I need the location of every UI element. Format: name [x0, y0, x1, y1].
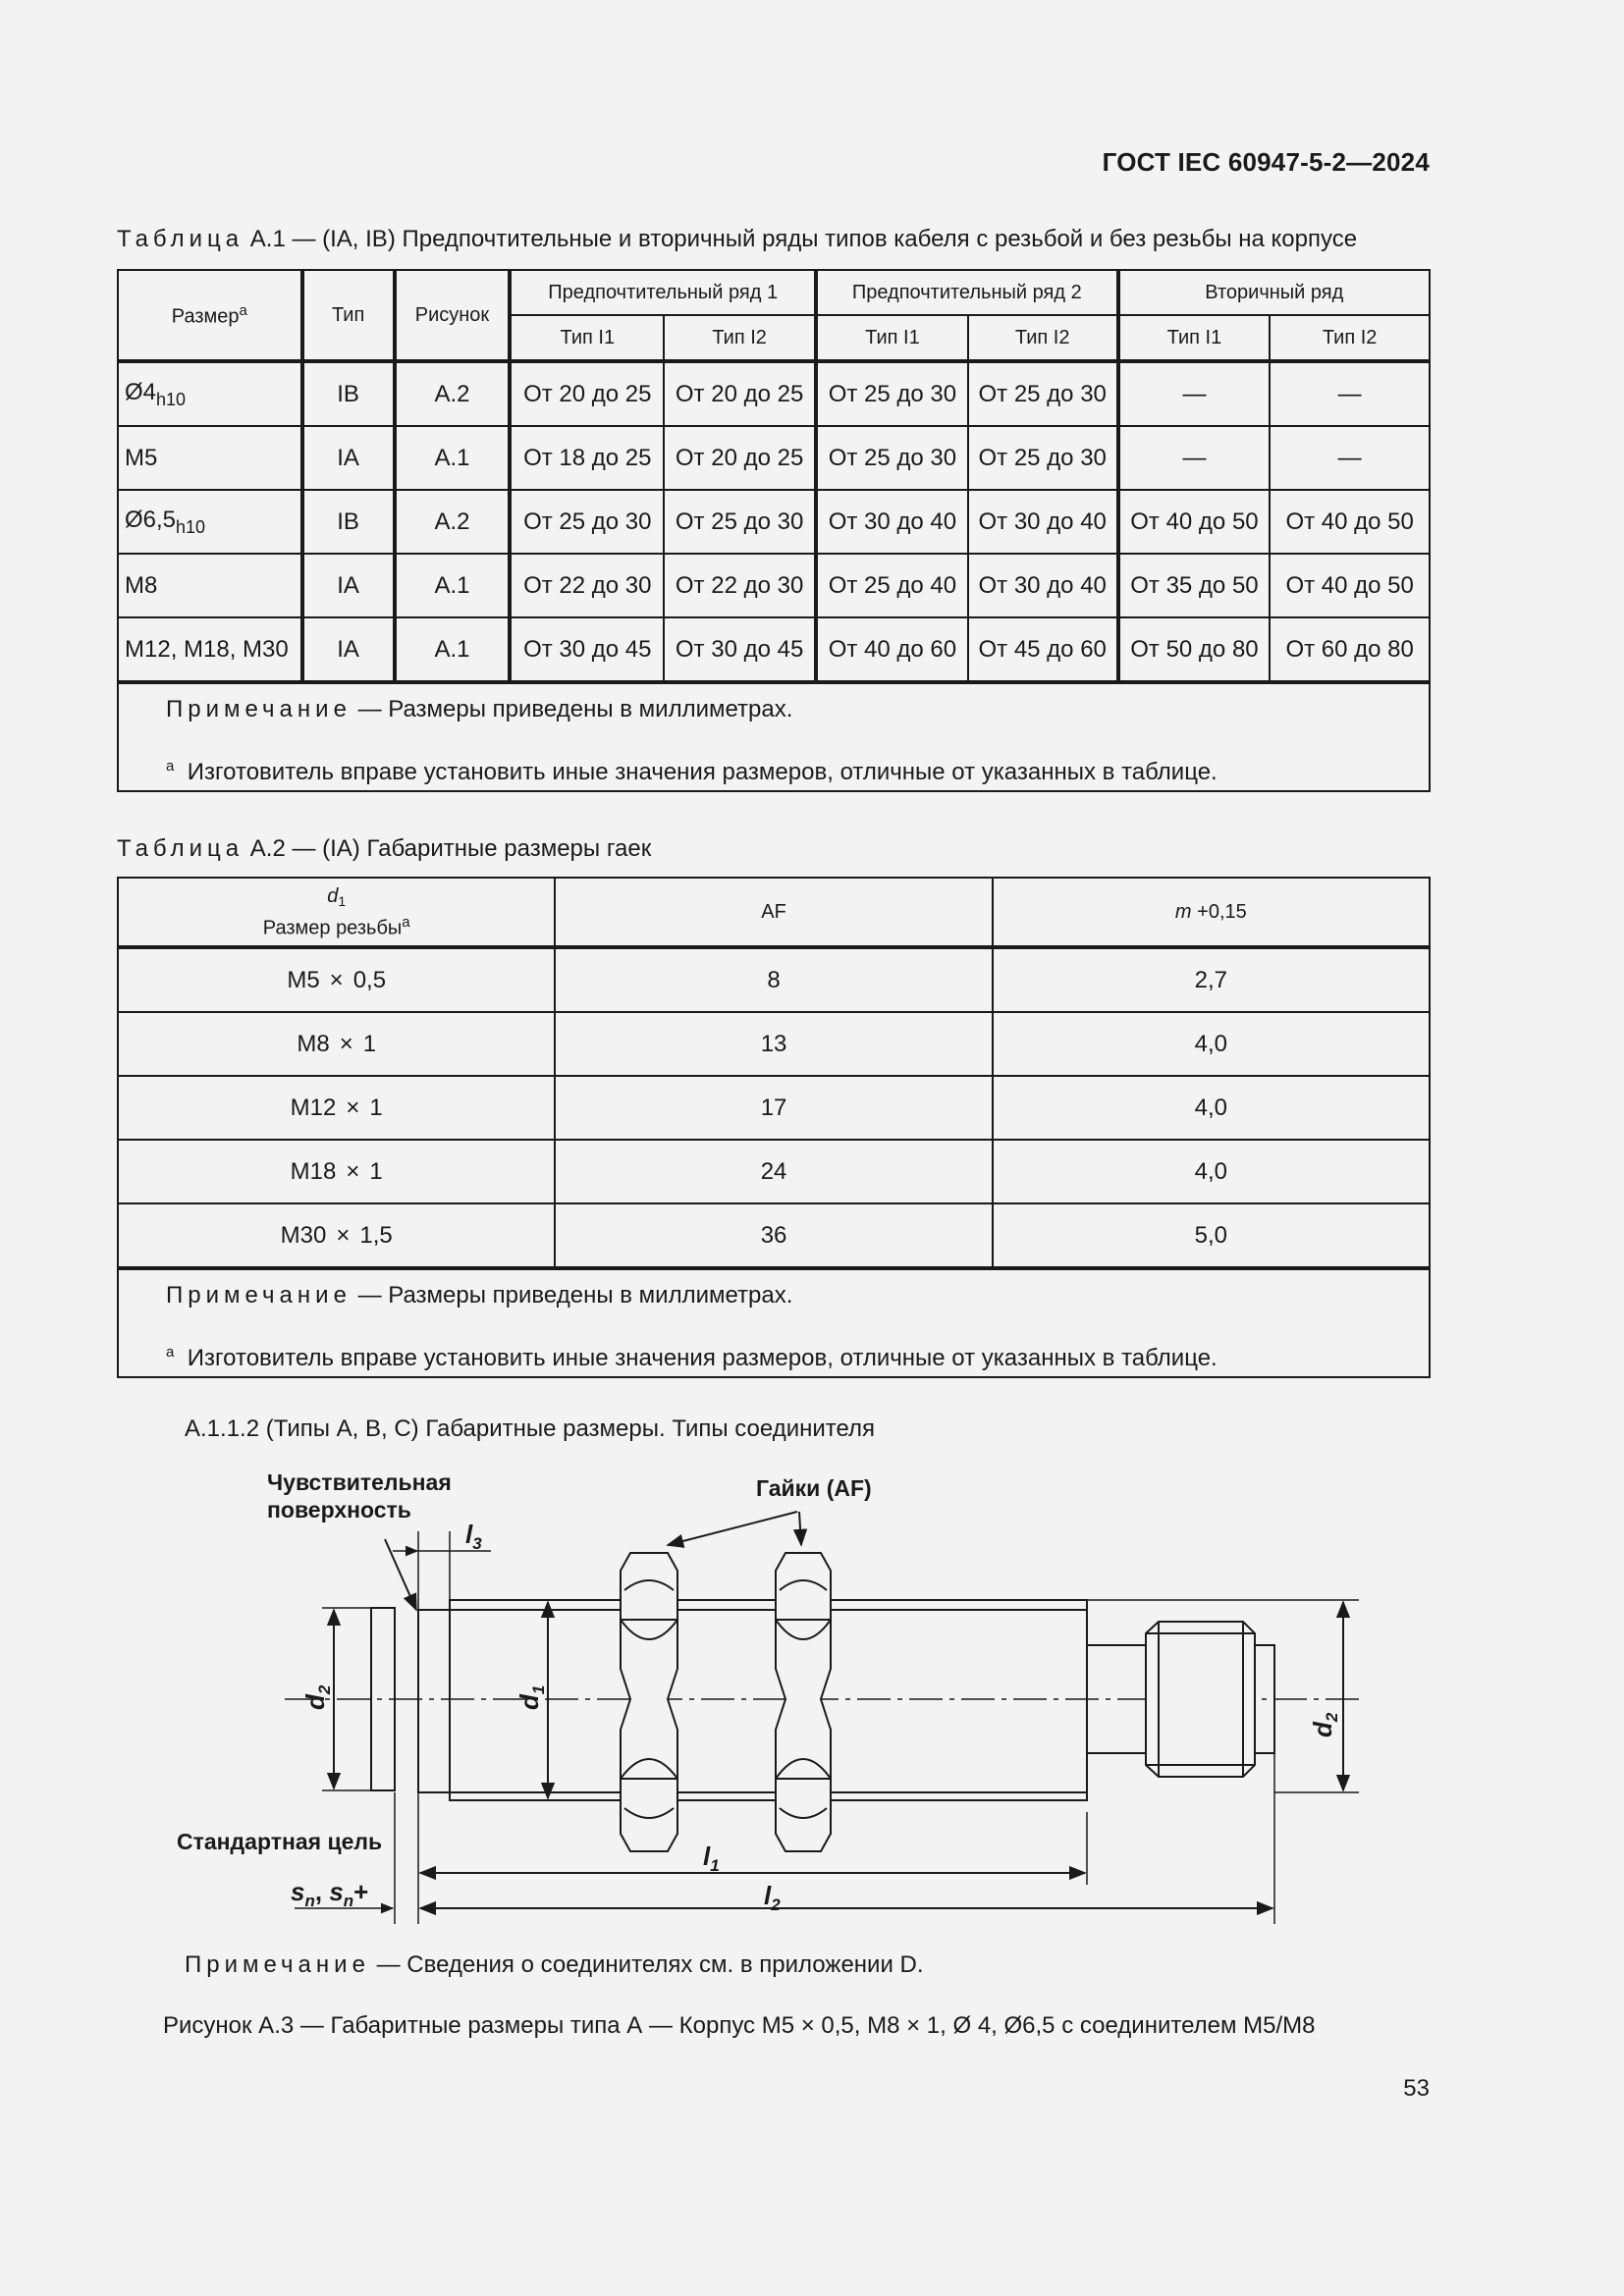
table1-cell: От 25 до 40: [816, 554, 968, 617]
table1-cell: От 30 до 45: [664, 617, 816, 682]
page-number: 53: [1403, 2075, 1430, 2102]
table1-caption-text: А.1 — (IA, IB) Предпочтительные и вторичный ряды типов кабеля с резьбой и без резьбы на корпусе: [244, 226, 1358, 252]
dim-d1: $d_1$: [514, 1684, 548, 1710]
table1-note-label: Примечание: [166, 696, 352, 722]
table2-note-text: — Размеры приведены в миллиметрах.: [351, 1282, 793, 1308]
table1-cell-size: $Ø4_{h10}$: [118, 361, 302, 426]
table-row: [118, 947, 1430, 1012]
table1-cell: От 60 до 80: [1270, 617, 1430, 682]
table-row: [118, 361, 1430, 426]
table1-note-text: — Размеры приведены в миллиметрах.: [351, 696, 793, 722]
nut-2: [776, 1553, 831, 1851]
table1-cell: От 25 до 30: [816, 361, 968, 426]
sensor-body: [450, 1600, 1087, 1800]
table2-caption: [117, 835, 651, 863]
table1-cell: —: [1270, 426, 1430, 490]
dim-l2: $l_2$: [764, 1881, 781, 1914]
sensing-face: [418, 1610, 450, 1792]
table1-cell: От 22 до 30: [510, 554, 664, 617]
table1-header-sub: Тип I2: [968, 315, 1118, 361]
table1-cell-size: M12, M18, M30: [118, 617, 302, 682]
table2-header-m: m +0,15: [993, 878, 1430, 947]
table2-foot-mark: a: [166, 1344, 175, 1361]
table2-cell-af: 24: [555, 1140, 992, 1203]
table1-cell-size: M5: [118, 426, 302, 490]
table-row: [118, 1012, 1430, 1076]
table1-cell: От 40 до 50: [1118, 490, 1271, 554]
table1-cell-type: IA: [302, 426, 395, 490]
connector: [1087, 1622, 1274, 1777]
table2-cell-thread: M5 × 0,5: [118, 947, 555, 1012]
figure-note-label: Примечание: [185, 1951, 370, 1978]
dim-l1: $l_1$: [703, 1842, 720, 1875]
figure-note: [185, 1951, 924, 1979]
table1-cell-figure: А.1: [395, 554, 511, 617]
table2-cell-af: 17: [555, 1076, 992, 1140]
table1-header-group3: Вторичный ряд: [1118, 270, 1430, 315]
table1-footnote: Изготовитель вправе установить иные значения размеров, отличные от указанных в таблице.: [187, 759, 1218, 785]
table1-foot-mark: a: [166, 758, 175, 774]
table-row: [118, 617, 1430, 682]
table1-cell: От 20 до 25: [664, 426, 816, 490]
table1-cell-type: IB: [302, 490, 395, 554]
table2-cell-thread: M8 × 1: [118, 1012, 555, 1076]
table1-cell: От 25 до 30: [968, 361, 1118, 426]
table1-caption: [117, 226, 1357, 253]
figure-note-text: — Сведения о соединителях см. в приложении D.: [369, 1951, 924, 1978]
table2-caption-prefix: Таблица: [117, 835, 244, 862]
table2-cell-m: 4,0: [993, 1076, 1430, 1140]
table1-header-size-label: Размер: [171, 305, 240, 328]
table1-cell: От 45 до 60: [968, 617, 1118, 682]
table2-header-thread-label: Размер резьбы: [262, 917, 403, 939]
table-row: [118, 1076, 1430, 1140]
table1-header-size-mark: a: [239, 301, 247, 319]
table1-cell: От 20 до 25: [664, 361, 816, 426]
table1-cell: От 30 до 40: [968, 490, 1118, 554]
table1-cell: От 30 до 45: [510, 617, 664, 682]
table1-cell: От 40 до 60: [816, 617, 968, 682]
table2-header-d: d: [327, 884, 339, 907]
table1-header-sub: Тип I1: [1118, 315, 1271, 361]
table2-cell-thread: M12 × 1: [118, 1076, 555, 1140]
table-row: [118, 1203, 1430, 1268]
table1-cell: От 20 до 25: [510, 361, 664, 426]
table1-cell: От 25 до 30: [968, 426, 1118, 490]
table1-cell: От 25 до 30: [816, 426, 968, 490]
table2-cell-thread: M30 × 1,5: [118, 1203, 555, 1268]
table1-cell-figure: А.1: [395, 426, 511, 490]
table1-header-group1: Предпочтительный ряд 1: [510, 270, 816, 315]
table-row: [118, 1140, 1430, 1203]
table2-note-label: Примечание: [166, 1282, 352, 1308]
table1-cell: От 50 до 80: [1118, 617, 1271, 682]
table1-cell: От 30 до 40: [968, 554, 1118, 617]
table1-cell: От 35 до 50: [1118, 554, 1271, 617]
table2-cell-thread: M18 × 1: [118, 1140, 555, 1203]
table2-footnote: Изготовитель вправе установить иные значения размеров, отличные от указанных в таблице.: [187, 1345, 1218, 1371]
table1-cell: От 22 до 30: [664, 554, 816, 617]
table2-cell-af: 8: [555, 947, 992, 1012]
table1-header-sub: Тип I1: [510, 315, 664, 361]
table1-cell: —: [1118, 361, 1271, 426]
table1-header-size: [118, 270, 302, 361]
figure-caption: Рисунок А.3 — Габаритные размеры типа А — Корпус М5 × 0,5, М8 × 1, Ø 4, Ø6,5 с соединителем M5/M8: [163, 2012, 1316, 2039]
table1-header-sub: Тип I1: [816, 315, 968, 361]
label-standard-target: Стандартная цель: [177, 1829, 383, 1854]
table2-cell-m: 2,7: [993, 947, 1430, 1012]
table1-caption-prefix: Таблица: [117, 226, 244, 252]
table1-cell: От 25 до 30: [664, 490, 816, 554]
table1-header-type: Тип: [302, 270, 395, 361]
table2-note: [118, 1268, 1430, 1377]
table2-cell-m: 5,0: [993, 1203, 1430, 1268]
table1-cell-figure: А.2: [395, 490, 511, 554]
dim-d2-right: $d_2$: [1308, 1712, 1341, 1737]
table2-cell-m: 4,0: [993, 1012, 1430, 1076]
table1-cell-figure: А.2: [395, 361, 511, 426]
table1-cell: От 18 до 25: [510, 426, 664, 490]
table1-cell-type: IA: [302, 617, 395, 682]
document-header: ГОСТ IEC 60947-5-2—2024: [1102, 147, 1430, 177]
table2-caption-text: А.2 — (IA) Габаритные размеры гаек: [244, 835, 652, 862]
table1-header-sub: Тип I2: [1270, 315, 1430, 361]
dim-d2-left: $d_2$: [300, 1684, 334, 1710]
table2-cell-af: 13: [555, 1012, 992, 1076]
label-sensing-surface-2: поверхность: [267, 1497, 411, 1522]
table2-cell-af: 36: [555, 1203, 992, 1268]
table1-note: [118, 682, 1430, 791]
table-row: [118, 426, 1430, 490]
table1-cell-size: M8: [118, 554, 302, 617]
table1-cell: —: [1118, 426, 1271, 490]
connector-drawing: [0, 1453, 1624, 1924]
label-sensing-surface-1: Чувствительная: [267, 1469, 452, 1495]
table1-cell: От 30 до 40: [816, 490, 968, 554]
dim-sn: $s_n$, $s_n+$: [291, 1877, 369, 1910]
table2-cell-m: 4,0: [993, 1140, 1430, 1203]
label-nuts: Гайки (AF): [756, 1475, 872, 1501]
table2: [117, 877, 1431, 1378]
table2-header-af: AF: [555, 878, 992, 947]
table1-cell: От 40 до 50: [1270, 490, 1430, 554]
table1-header-group2: Предпочтительный ряд 2: [816, 270, 1118, 315]
table1-cell-type: IA: [302, 554, 395, 617]
table1-cell-type: IB: [302, 361, 395, 426]
table1: [117, 269, 1431, 792]
table1-header-sub: Тип I2: [664, 315, 816, 361]
nut-1: [621, 1553, 677, 1851]
table1-cell-size: $Ø6,5_{h10}$: [118, 490, 302, 554]
table2-header-thread: $d_1$ Размер резьбы$^a$: [118, 878, 555, 947]
table1-cell: От 40 до 50: [1270, 554, 1430, 617]
dim-l3: $l_3$: [465, 1520, 482, 1553]
table1-header-figure: Рисунок: [395, 270, 511, 361]
table-row: [118, 490, 1430, 554]
table1-cell: —: [1270, 361, 1430, 426]
table1-cell: От 25 до 30: [510, 490, 664, 554]
table-row: [118, 554, 1430, 617]
section-title: А.1.1.2 (Типы А, В, С) Габаритные размеры. Типы соединителя: [185, 1415, 876, 1442]
table1-cell-figure: А.1: [395, 617, 511, 682]
